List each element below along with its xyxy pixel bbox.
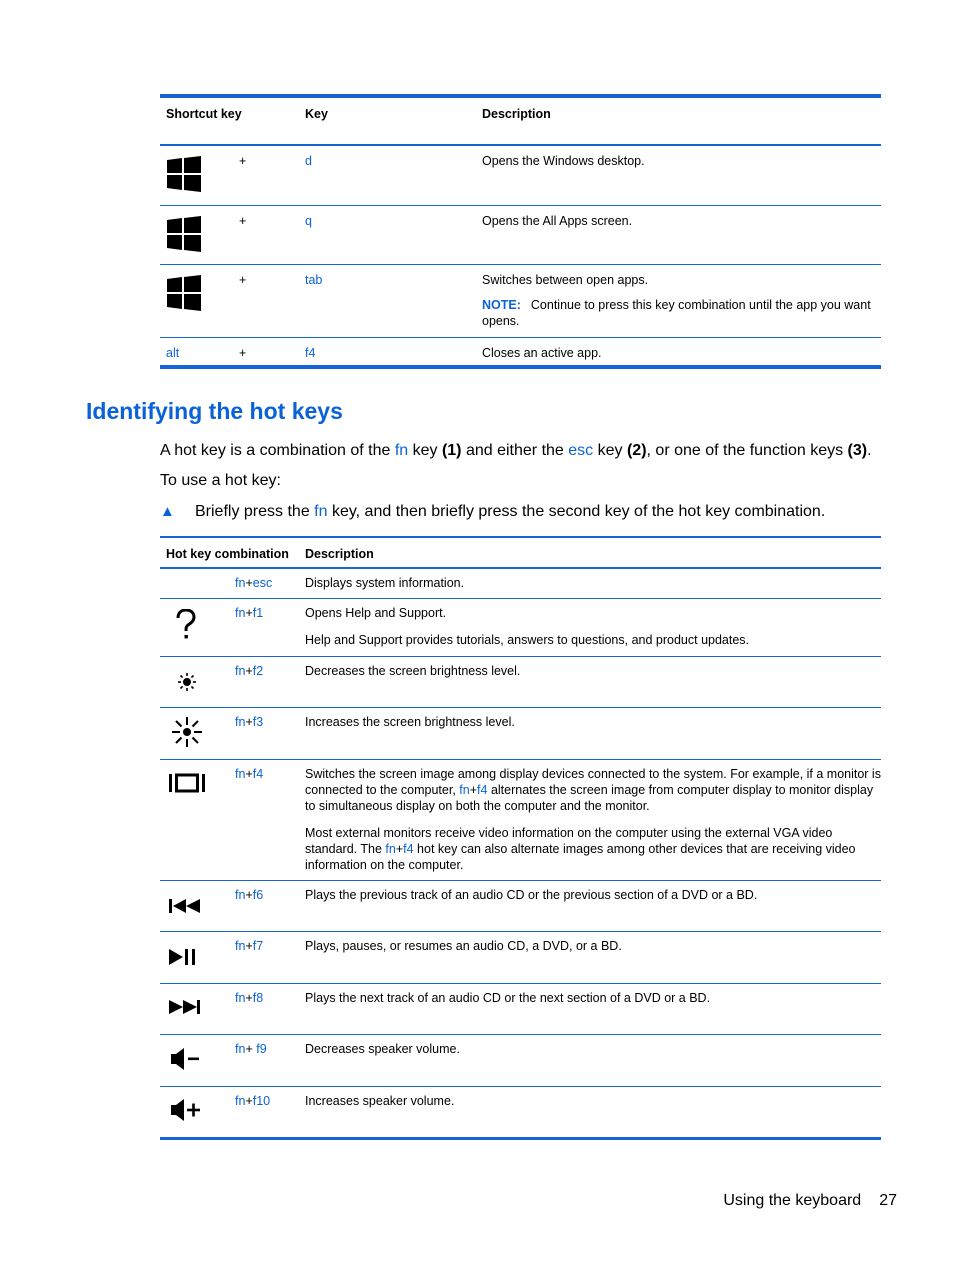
shortcut-table-header [160,96,881,145]
step-item [160,503,825,521]
plus-sign: + [245,887,253,902]
fn-key: fn [235,1041,246,1056]
note [482,297,881,329]
function-key: f4 [252,766,264,781]
plus-sign: + [239,154,247,168]
description-text: Increases speaker volume. [305,1093,455,1108]
combo-cell [235,568,305,598]
brightness-up-icon [171,716,203,748]
text: Briefly press the [195,503,315,520]
volume-down-icon [170,1047,202,1071]
plus-sign: + [245,990,253,1005]
note-text: Continue to press this key combination until the app you want opens. [482,297,871,328]
to-use-label: To use a hot key: [160,472,281,489]
description-cell [305,707,881,759]
function-key: f6 [252,887,264,902]
shortcut-cell: alt [166,345,180,360]
windows-logo-icon [166,216,202,252]
icon-cell [160,707,235,759]
description-cell [482,264,881,337]
combo-cell [235,983,305,1034]
description-text: Switches between open apps. [482,272,649,287]
fn-key-ref: fn [314,503,328,520]
triangle-bullet-icon: ▲ [160,503,175,520]
table-row [160,707,881,759]
combo-cell [235,759,305,880]
description-cell [305,1034,881,1086]
windows-logo-icon [166,275,202,311]
function-key: esc [252,576,273,590]
icon-cell [160,880,235,931]
combo-cell [235,931,305,983]
plus-sign: + [245,714,253,729]
key-cell: f4 [305,345,316,360]
page-footer [723,1192,897,1210]
description-text: Decreases speaker volume. [305,1041,460,1056]
shortcut-cell [160,264,232,337]
description-text: Plays the next track of an audio CD or the next section of a DVD or a BD. [305,990,711,1005]
fn-key: fn [235,605,246,620]
text: . [867,442,872,459]
plus-sign: + [245,766,253,781]
play-pause-icon [168,948,200,966]
volume-up-icon [170,1097,204,1123]
fn-key-ref: fn [459,782,470,797]
function-key: f3 [252,714,264,729]
key-cell: q [305,213,312,228]
callout-3: (3) [847,442,868,459]
table-row [160,880,881,931]
table-row [160,205,881,264]
text: Most external monitors receive video information on the computer using the external VGA video standard. The [305,825,833,856]
windows-logo-icon [166,156,202,192]
shortcut-cell [160,145,232,205]
function-key: f10 [252,1093,271,1108]
description-text: Opens Help and Support. [305,605,447,620]
icon-cell [160,1034,235,1086]
text: , or one of the function keys [646,442,848,459]
plus-sign: + [395,841,404,856]
description-text [305,825,881,873]
fn-key: fn [235,766,246,781]
plus-sign: + [469,782,478,797]
text: key [593,442,627,459]
header-description: Description [482,107,551,121]
text: key, and then briefly press the second key of the hot key combination. [327,503,826,520]
fn-key: fn [235,938,246,953]
header-description: Description [305,547,374,561]
description-cell [305,598,881,656]
header-key: Key [305,107,328,121]
fn-key: fn [235,990,246,1005]
combo-cell [235,598,305,656]
plus-sign: + [239,213,247,228]
callout-2: (2) [626,442,647,459]
combo-cell [235,1034,305,1086]
combo-cell [235,880,305,931]
question-mark-icon [174,609,198,643]
brightness-down-icon [174,669,200,695]
table-row [160,145,881,205]
combo-cell [235,707,305,759]
fn-key-ref: fn [394,442,409,459]
function-key: f7 [252,938,264,953]
icon-cell [160,931,235,983]
description-cell: Closes an active app. [482,345,602,360]
next-track-icon [168,998,202,1016]
table-row [160,264,881,337]
hotkey-table-header [160,537,881,568]
plus-sign: + [245,1041,257,1056]
description-text: Increases the screen brightness level. [305,714,515,729]
icon-cell [160,1086,235,1138]
icon-cell [160,598,235,656]
combo-cell [235,1086,305,1138]
plus-sign: + [245,663,253,678]
fn-key: fn [235,576,246,590]
header-hotkey-combination: Hot key combination [166,547,289,561]
section-heading: Identifying the hot keys [86,398,343,424]
text: Switches the screen image among display devices connected to the system. For example, if a monitor is connected to the computer, [305,766,881,797]
page-number: 27 [879,1192,897,1209]
table-row [160,598,881,656]
key-cell: d [305,154,312,168]
plus-sign: + [245,1093,253,1108]
icon-cell [160,983,235,1034]
display-switch-icon [168,772,206,794]
fn-key: fn [235,887,246,902]
fn-key: fn [235,1093,246,1108]
function-key: f1 [252,605,264,620]
description-cell [305,931,881,983]
icon-cell [160,568,235,598]
description-cell [305,568,881,598]
table-row [160,337,881,367]
fn-key: fn [235,714,246,729]
description-text: Help and Support provides tutorials, answers to questions, and product updates. [305,632,750,647]
description-text: Decreases the screen brightness level. [305,663,521,678]
text: A hot key is a combination of the [160,442,395,459]
intro-paragraph [160,442,872,460]
previous-track-icon [168,897,202,915]
text: hot key can also alternate images among other devices that are receiving video information on the computer. [305,841,856,872]
text: alternates the screen image from computer display to monitor display to simultaneous display on both the computer and the monitor. [305,782,874,813]
shortcut-table [160,94,881,369]
table-row [160,568,881,598]
function-key: f9 [256,1041,267,1056]
function-key-ref: f4 [477,782,488,797]
description-cell: Opens the All Apps screen. [482,213,633,228]
table-row [160,931,881,983]
function-key: f2 [252,663,264,678]
fn-key: fn [235,663,246,678]
combo-cell [235,656,305,707]
table-row [160,656,881,707]
header-shortcut-key: Shortcut key [166,107,242,121]
table-row [160,1034,881,1086]
function-key-ref: f4 [403,841,414,856]
fn-key-ref: fn [385,841,396,856]
description-text [305,766,881,814]
description-text: Plays, pauses, or resumes an audio CD, a DVD, or a BD. [305,938,622,953]
description-cell [305,983,881,1034]
table-row [160,759,881,880]
callout-1: (1) [441,442,462,459]
description-cell [305,1086,881,1138]
description-cell [305,656,881,707]
footer-chapter-title: Using the keyboard [723,1192,862,1209]
text: and either the [461,442,569,459]
table-row [160,983,881,1034]
function-key: f8 [252,990,264,1005]
plus-sign: + [245,605,253,620]
description-text: Displays system information. [305,576,465,590]
esc-key-ref: esc [568,442,594,459]
plus-sign: + [245,938,253,953]
hotkey-table [160,536,881,1140]
table-row [160,1086,881,1138]
plus-sign: + [245,576,253,590]
icon-cell [160,759,235,880]
key-cell: tab [305,272,323,287]
description-cell: Opens the Windows desktop. [482,154,645,168]
note-label: NOTE: [482,297,521,312]
description-text: Plays the previous track of an audio CD or the previous section of a DVD or a BD. [305,887,758,902]
plus-sign: + [239,272,247,287]
text: key [408,442,442,459]
description-cell [305,880,881,931]
plus-sign: + [239,345,247,360]
description-cell [305,759,881,880]
icon-cell [160,656,235,707]
shortcut-cell [160,205,232,264]
